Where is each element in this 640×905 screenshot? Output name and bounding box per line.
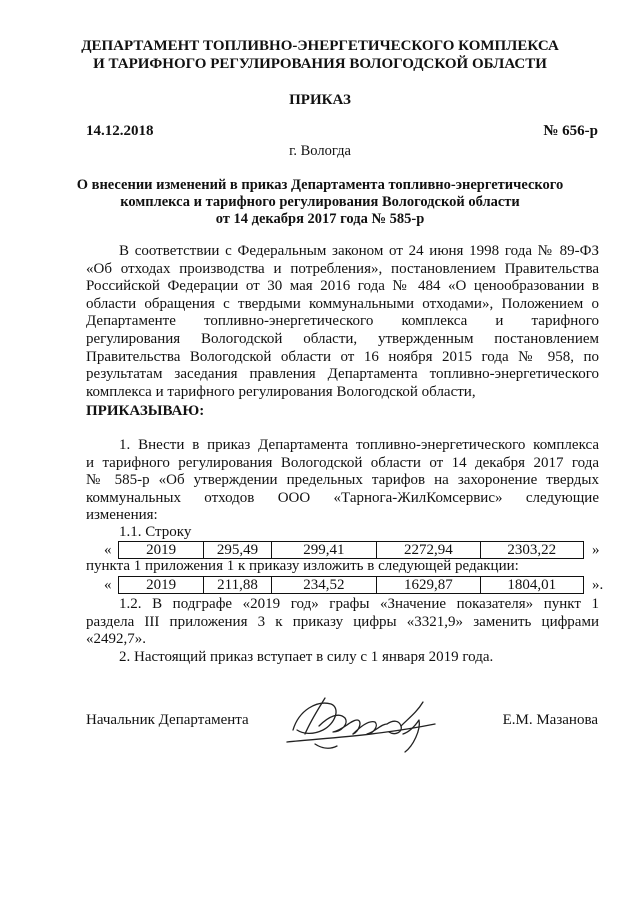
item-1-line: и тарифного регулирования Вологодской области от 14 декабря 2017 года: [86, 454, 599, 471]
table-cell: 2019: [119, 542, 204, 559]
header-line-1: ДЕПАРТАМЕНТ ТОПЛИВНО-ЭНЕРГЕТИЧЕСКОГО КОМПЛЕКСА: [81, 38, 559, 54]
table-cell: 1804,01: [480, 577, 583, 594]
quote-close-old: »: [592, 542, 600, 558]
preamble-line: регулирования Вологодской области, утвержденным постановлением: [86, 330, 599, 347]
item-1: [86, 437, 599, 525]
item-1-line: № 585-р «Об утверждении предельных тарифов на захоронение твердых: [86, 472, 599, 489]
table-row: [119, 577, 584, 594]
header-line-2: И ТАРИФНОГО РЕГУЛИРОВАНИЯ ВОЛОГОДСКОЙ ОБЛАСТИ: [93, 56, 547, 72]
preamble-line: Российской Федерации от 30 мая 2016 года № 484 «О ценообразовании в: [86, 278, 599, 295]
table-cell: 295,49: [204, 542, 271, 559]
mid-text: пункта 1 приложения 1 к приказу изложить в следующей редакции:: [86, 558, 519, 574]
doc-date: 14.12.2018: [86, 123, 154, 139]
item-1-line: изменения:: [86, 507, 158, 524]
quote-close-new: ».: [592, 577, 604, 593]
preamble-line: Правительства Вологодской области от 16 ноября 2015 года № 958, по: [86, 348, 599, 365]
order-word: ПРИКАЗЫВАЮ:: [86, 403, 205, 419]
doc-number: № 656-р: [543, 123, 598, 139]
quote-open-new: «: [104, 577, 112, 593]
table-cell: 234,52: [271, 577, 376, 594]
title-line-2: комплекса и тарифного регулирования Вологодской области: [120, 194, 520, 210]
old-values-table: [118, 541, 584, 559]
table-cell: 211,88: [204, 577, 271, 594]
preamble: [86, 243, 599, 401]
item-1-2-line: раздела III приложения 3 к приказу цифры «3321,9» заменить цифрами: [86, 613, 599, 630]
preamble-line: результатам заседания правления Департамента топливно-энергетического: [86, 366, 599, 383]
table-cell: 2272,94: [377, 542, 480, 559]
item-1-line: 1. Внести в приказ Департамента топливно-энергетического комплекса: [119, 437, 599, 453]
table-cell: 1629,87: [377, 577, 480, 594]
signature-position: Начальник Департамента: [86, 712, 249, 728]
preamble-line: Департаменте топливно-энергетического комплекса и тарифного: [86, 313, 599, 330]
table-row: [119, 542, 584, 559]
title-line-3: от 14 декабря 2017 года № 585-р: [215, 211, 425, 227]
new-values-table: [118, 576, 584, 594]
item-1-2-line: 1.2. В подграфе «2019 год» графы «Значение показателя» пункт 1: [119, 596, 599, 612]
doc-type: ПРИКАЗ: [289, 92, 351, 108]
table-cell: 2019: [119, 577, 204, 594]
preamble-line: области обращения с твердыми коммунальными отходами», Положением о: [86, 295, 599, 312]
signature-name: Е.М. Мазанова: [502, 712, 598, 728]
preamble-line: «Об отходах производства и потребления», постановлением Правительства: [86, 260, 599, 277]
item-1-1: 1.1. Строку: [119, 524, 192, 540]
item-1-line: коммунальных отходов ООО «Тарнога-ЖилКомсервис» следующие: [86, 489, 599, 506]
doc-city: г. Вологда: [289, 143, 351, 159]
item-1-2-line: «2492,7».: [86, 631, 146, 648]
table-cell: 299,41: [271, 542, 376, 559]
handwritten-signature: [285, 690, 455, 760]
preamble-line: В соответствии с Федеральным законом от 24 июня 1998 года № 89-ФЗ: [119, 243, 599, 259]
table-cell: 2303,22: [480, 542, 583, 559]
item-2: 2. Настоящий приказ вступает в силу с 1 января 2019 года.: [119, 649, 494, 665]
quote-open-old: «: [104, 542, 112, 558]
title-line-1: О внесении изменений в приказ Департамента топливно-энергетического: [76, 177, 564, 193]
preamble-line: комплекса и тарифного регулирования Вологодской области,: [86, 383, 476, 400]
item-1-2: [86, 596, 599, 649]
